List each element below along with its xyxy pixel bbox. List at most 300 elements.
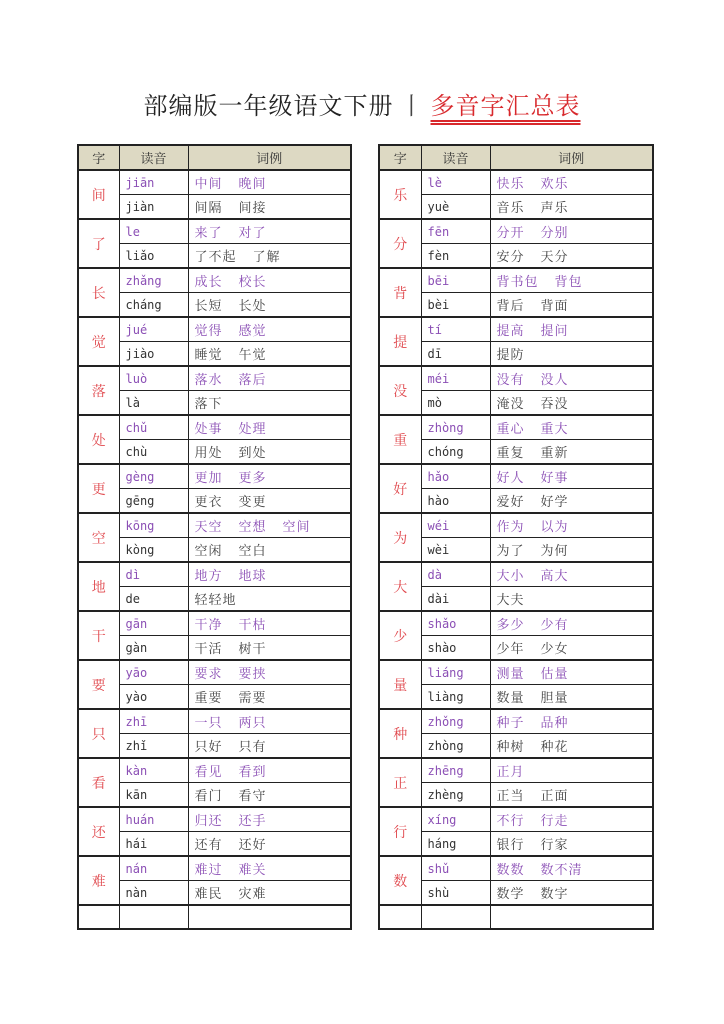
table-row <box>78 513 351 538</box>
polyphone-char: 种 <box>379 709 421 758</box>
example-word: 快乐 <box>496 177 525 192</box>
example-word: 来了 <box>194 226 223 241</box>
example-word: 难民 <box>194 887 223 902</box>
example-word: 声乐 <box>540 201 569 216</box>
example-word: 数数 <box>496 863 525 878</box>
examples-cell <box>188 464 351 489</box>
example-word: 品种 <box>540 716 569 731</box>
polyphone-char: 大 <box>379 562 421 611</box>
example-word: 爱好 <box>496 495 525 510</box>
pinyin-cell: wèi <box>421 538 490 563</box>
examples-cell <box>188 293 351 318</box>
table-row <box>379 464 653 489</box>
example-word: 以为 <box>540 520 569 535</box>
example-word: 不行 <box>496 814 525 829</box>
example-word: 大小 <box>496 569 525 584</box>
pinyin-cell: zhòng <box>421 415 490 440</box>
pinyin-cell: lè <box>421 170 490 195</box>
polyphone-char: 地 <box>78 562 119 611</box>
pinyin-cell: hái <box>119 832 188 857</box>
example-word: 天分 <box>540 250 569 265</box>
table-row <box>78 636 351 661</box>
table-row <box>379 636 653 661</box>
pinyin-cell: gàn <box>119 636 188 661</box>
example-word: 只有 <box>238 740 267 755</box>
pinyin-cell: jiàn <box>119 195 188 220</box>
examples-cell <box>188 415 351 440</box>
pinyin-cell: là <box>119 391 188 416</box>
examples-cell <box>490 342 653 367</box>
table-row <box>379 783 653 808</box>
pinyin-cell: nàn <box>119 881 188 906</box>
example-word: 大夫 <box>496 593 525 608</box>
pinyin-cell: zhòng <box>421 734 490 759</box>
example-word: 背包 <box>554 275 583 290</box>
example-word: 处理 <box>238 422 267 437</box>
example-word: 看见 <box>194 765 223 780</box>
table-row <box>78 219 351 244</box>
example-word: 数字 <box>540 887 569 902</box>
example-word: 安分 <box>496 250 525 265</box>
left-table-body <box>78 170 351 929</box>
examples-cell <box>188 562 351 587</box>
example-word: 长短 <box>194 299 223 314</box>
polyphone-char: 好 <box>379 464 421 513</box>
example-word: 看到 <box>238 765 267 780</box>
example-word: 为何 <box>540 544 569 559</box>
header-pinyin: 读音 <box>119 145 188 170</box>
examples-cell <box>188 587 351 612</box>
polyphone-char: 乐 <box>379 170 421 219</box>
header-char: 字 <box>379 145 421 170</box>
pinyin-cell: wéi <box>421 513 490 538</box>
table-row <box>78 832 351 857</box>
example-word: 看门 <box>194 789 223 804</box>
example-word: 地球 <box>238 569 267 584</box>
examples-cell <box>188 783 351 808</box>
table-row <box>379 489 653 514</box>
examples-cell <box>188 440 351 465</box>
example-word: 树干 <box>238 642 267 657</box>
table-row <box>78 660 351 685</box>
example-word: 空想 <box>238 520 267 535</box>
table-row <box>78 587 351 612</box>
table-row <box>78 489 351 514</box>
example-word: 空白 <box>238 544 267 559</box>
example-word: 天空 <box>194 520 223 535</box>
example-word: 没人 <box>540 373 569 388</box>
header-examples: 词例 <box>188 145 351 170</box>
examples-cell <box>490 685 653 710</box>
header-pinyin: 读音 <box>421 145 490 170</box>
examples-cell <box>188 513 351 538</box>
example-word: 空间 <box>282 520 311 535</box>
examples-cell <box>188 856 351 881</box>
table-row <box>379 415 653 440</box>
polyphone-char: 正 <box>379 758 421 807</box>
table-row <box>379 342 653 367</box>
examples-cell <box>188 881 351 906</box>
examples-cell <box>490 464 653 489</box>
pinyin-cell: fèn <box>421 244 490 269</box>
example-word: 地方 <box>194 569 223 584</box>
table-row <box>78 709 351 734</box>
polyphone-char: 长 <box>78 268 119 317</box>
polyphone-char: 量 <box>379 660 421 709</box>
example-word: 干净 <box>194 618 223 633</box>
examples-cell <box>490 244 653 269</box>
examples-cell <box>490 660 653 685</box>
table-row <box>78 807 351 832</box>
examples-cell <box>188 734 351 759</box>
examples-cell <box>188 538 351 563</box>
pinyin-cell: liǎo <box>119 244 188 269</box>
examples-cell <box>490 195 653 220</box>
pinyin-cell: gèng <box>119 464 188 489</box>
example-word: 淹没 <box>496 397 525 412</box>
pinyin-cell: méi <box>421 366 490 391</box>
example-word: 数学 <box>496 887 525 902</box>
empty-cell <box>188 905 351 929</box>
example-word: 背书包 <box>496 275 539 290</box>
table-row <box>78 562 351 587</box>
examples-cell <box>490 807 653 832</box>
examples-cell <box>490 538 653 563</box>
example-word: 落后 <box>238 373 267 388</box>
example-word: 欢乐 <box>540 177 569 192</box>
table-row <box>78 538 351 563</box>
example-word: 胆量 <box>540 691 569 706</box>
examples-cell <box>490 293 653 318</box>
example-word: 重新 <box>540 446 569 461</box>
examples-cell <box>490 562 653 587</box>
example-word: 行家 <box>540 838 569 853</box>
example-word: 处事 <box>194 422 223 437</box>
polyphone-char: 没 <box>379 366 421 415</box>
pinyin-cell: huán <box>119 807 188 832</box>
examples-cell <box>490 832 653 857</box>
polyphone-char: 难 <box>78 856 119 905</box>
example-word: 一只 <box>194 716 223 731</box>
pinyin-cell: hǎo <box>421 464 490 489</box>
table-row <box>379 513 653 538</box>
example-word: 觉得 <box>194 324 223 339</box>
pinyin-cell: tí <box>421 317 490 342</box>
example-word: 少女 <box>540 642 569 657</box>
pinyin-cell: dà <box>421 562 490 587</box>
example-word: 更多 <box>238 471 267 486</box>
example-word: 提问 <box>540 324 569 339</box>
pinyin-cell: xíng <box>421 807 490 832</box>
examples-cell <box>490 734 653 759</box>
empty-cell <box>78 905 119 929</box>
polyphone-char: 行 <box>379 807 421 856</box>
pinyin-cell: gān <box>119 611 188 636</box>
table-row <box>78 293 351 318</box>
example-word: 数不清 <box>540 863 583 878</box>
header-examples: 词例 <box>490 145 653 170</box>
polyphone-char: 要 <box>78 660 119 709</box>
examples-cell <box>490 783 653 808</box>
polyphone-char: 干 <box>78 611 119 660</box>
examples-cell <box>490 758 653 783</box>
table-row <box>78 366 351 391</box>
example-word: 行走 <box>540 814 569 829</box>
example-word: 银行 <box>496 838 525 853</box>
examples-cell <box>188 317 351 342</box>
examples-cell <box>490 489 653 514</box>
polyphone-char: 更 <box>78 464 119 513</box>
example-word: 没有 <box>496 373 525 388</box>
table-row <box>379 440 653 465</box>
table-row <box>379 293 653 318</box>
example-word: 多少 <box>496 618 525 633</box>
polyphone-table-right <box>378 144 654 930</box>
empty-cell <box>421 905 490 929</box>
pinyin-cell: dī <box>421 342 490 367</box>
example-word: 分别 <box>540 226 569 241</box>
table-row <box>379 807 653 832</box>
example-word: 提防 <box>496 348 525 363</box>
table-row <box>379 685 653 710</box>
pinyin-cell: shǔ <box>421 856 490 881</box>
pinyin-cell: kōng <box>119 513 188 538</box>
example-word: 重复 <box>496 446 525 461</box>
table-row <box>379 170 653 195</box>
examples-cell <box>188 709 351 734</box>
examples-cell <box>490 881 653 906</box>
example-word: 提高 <box>496 324 525 339</box>
table-row <box>379 856 653 881</box>
examples-cell <box>188 611 351 636</box>
table-row <box>78 440 351 465</box>
table-row <box>78 391 351 416</box>
example-word: 重大 <box>540 422 569 437</box>
example-word: 还手 <box>238 814 267 829</box>
example-word: 还好 <box>238 838 267 853</box>
example-word: 重要 <box>194 691 223 706</box>
table-row <box>379 562 653 587</box>
polyphone-char: 背 <box>379 268 421 317</box>
pinyin-cell: cháng <box>119 293 188 318</box>
table-row <box>379 660 653 685</box>
pinyin-cell: jiào <box>119 342 188 367</box>
examples-cell <box>188 219 351 244</box>
example-word: 了不起 <box>194 250 237 265</box>
empty-row <box>78 905 351 929</box>
example-word: 更衣 <box>194 495 223 510</box>
examples-cell <box>188 832 351 857</box>
table-row <box>78 244 351 269</box>
table-row <box>379 832 653 857</box>
example-word: 睡觉 <box>194 348 223 363</box>
example-word: 作为 <box>496 520 525 535</box>
polyphone-char: 觉 <box>78 317 119 366</box>
pinyin-cell: bèi <box>421 293 490 318</box>
table-row <box>379 366 653 391</box>
examples-cell <box>490 415 653 440</box>
examples-cell <box>490 391 653 416</box>
examples-cell <box>188 366 351 391</box>
example-word: 落下 <box>194 397 223 412</box>
table-row <box>379 587 653 612</box>
example-word: 归还 <box>194 814 223 829</box>
examples-cell <box>490 366 653 391</box>
examples-cell <box>490 709 653 734</box>
example-word: 干枯 <box>238 618 267 633</box>
example-word: 高大 <box>540 569 569 584</box>
example-word: 只好 <box>194 740 223 755</box>
table-row <box>379 391 653 416</box>
empty-cell <box>379 905 421 929</box>
pinyin-cell: gēng <box>119 489 188 514</box>
pinyin-cell: jué <box>119 317 188 342</box>
title-main: 部编版一年级语文下册 <box>143 92 394 120</box>
examples-cell <box>490 440 653 465</box>
example-word: 间隔 <box>194 201 223 216</box>
pinyin-cell: bēi <box>421 268 490 293</box>
table-row <box>78 881 351 906</box>
examples-cell <box>188 244 351 269</box>
polyphone-char: 为 <box>379 513 421 562</box>
pinyin-cell: le <box>119 219 188 244</box>
pinyin-cell: zhǐ <box>119 734 188 759</box>
table-row <box>78 856 351 881</box>
pinyin-cell: chóng <box>421 440 490 465</box>
examples-cell <box>490 636 653 661</box>
pinyin-cell: yāo <box>119 660 188 685</box>
polyphone-char: 看 <box>78 758 119 807</box>
example-word: 难关 <box>238 863 267 878</box>
example-word: 看守 <box>238 789 267 804</box>
example-word: 正当 <box>496 789 525 804</box>
example-word: 变更 <box>238 495 267 510</box>
examples-cell <box>188 342 351 367</box>
example-word: 正面 <box>540 789 569 804</box>
table-row <box>379 244 653 269</box>
pinyin-cell: shù <box>421 881 490 906</box>
table-row <box>78 685 351 710</box>
pinyin-cell: de <box>119 587 188 612</box>
pinyin-cell: dì <box>119 562 188 587</box>
pinyin-cell: yuè <box>421 195 490 220</box>
pinyin-cell: jiān <box>119 170 188 195</box>
pinyin-cell: háng <box>421 832 490 857</box>
example-word: 好学 <box>540 495 569 510</box>
example-word: 中间 <box>194 177 223 192</box>
example-word: 用处 <box>194 446 223 461</box>
polyphone-char: 重 <box>379 415 421 464</box>
example-word: 估量 <box>540 667 569 682</box>
examples-cell <box>490 317 653 342</box>
pinyin-cell: liáng <box>421 660 490 685</box>
table-row <box>379 268 653 293</box>
examples-cell <box>188 391 351 416</box>
example-word: 还有 <box>194 838 223 853</box>
example-word: 种子 <box>496 716 525 731</box>
pinyin-cell: zhǎng <box>119 268 188 293</box>
table-row <box>78 611 351 636</box>
pinyin-cell: dài <box>421 587 490 612</box>
example-word: 灾难 <box>238 887 267 902</box>
pinyin-cell: mò <box>421 391 490 416</box>
pinyin-cell: fēn <box>421 219 490 244</box>
example-word: 要挟 <box>238 667 267 682</box>
example-word: 数量 <box>496 691 525 706</box>
example-word: 晚间 <box>238 177 267 192</box>
example-word: 到处 <box>238 446 267 461</box>
examples-cell <box>188 489 351 514</box>
table-row <box>78 415 351 440</box>
example-word: 少年 <box>496 642 525 657</box>
examples-cell <box>490 611 653 636</box>
examples-cell <box>188 170 351 195</box>
examples-cell <box>490 268 653 293</box>
example-word: 干活 <box>194 642 223 657</box>
example-word: 校长 <box>238 275 267 290</box>
table-row <box>78 734 351 759</box>
empty-row <box>379 905 653 929</box>
examples-cell <box>188 660 351 685</box>
example-word: 感觉 <box>238 324 267 339</box>
pinyin-cell: hào <box>421 489 490 514</box>
example-word: 种树 <box>496 740 525 755</box>
example-word: 背面 <box>540 299 569 314</box>
page-title <box>0 86 724 121</box>
example-word: 为了 <box>496 544 525 559</box>
table-row <box>379 611 653 636</box>
table-row <box>78 342 351 367</box>
polyphone-char: 只 <box>78 709 119 758</box>
example-word: 对了 <box>238 226 267 241</box>
pinyin-cell: yào <box>119 685 188 710</box>
table-row <box>78 758 351 783</box>
example-word: 间接 <box>238 201 267 216</box>
example-word: 音乐 <box>496 201 525 216</box>
example-word: 午觉 <box>238 348 267 363</box>
empty-cell <box>490 905 653 929</box>
example-word: 空闲 <box>194 544 223 559</box>
examples-cell <box>490 587 653 612</box>
examples-cell <box>490 513 653 538</box>
example-word: 需要 <box>238 691 267 706</box>
table-row <box>78 268 351 293</box>
example-word: 落水 <box>194 373 223 388</box>
table-row <box>78 195 351 220</box>
pinyin-cell: chǔ <box>119 415 188 440</box>
title-separator: 丨 <box>399 92 425 120</box>
example-word: 重心 <box>496 422 525 437</box>
pinyin-cell: zhèng <box>421 783 490 808</box>
empty-cell <box>119 905 188 929</box>
polyphone-char: 还 <box>78 807 119 856</box>
polyphone-table-left <box>77 144 352 930</box>
table-header-row <box>78 145 351 170</box>
example-word: 种花 <box>540 740 569 755</box>
examples-cell <box>188 268 351 293</box>
table-header-row <box>379 145 653 170</box>
pinyin-cell: shào <box>421 636 490 661</box>
pinyin-cell: zhǒng <box>421 709 490 734</box>
pinyin-cell: nán <box>119 856 188 881</box>
polyphone-char: 了 <box>78 219 119 268</box>
examples-cell <box>188 807 351 832</box>
table-row <box>78 170 351 195</box>
table-row <box>379 195 653 220</box>
example-word: 好事 <box>540 471 569 486</box>
header-char: 字 <box>78 145 119 170</box>
polyphone-char: 少 <box>379 611 421 660</box>
